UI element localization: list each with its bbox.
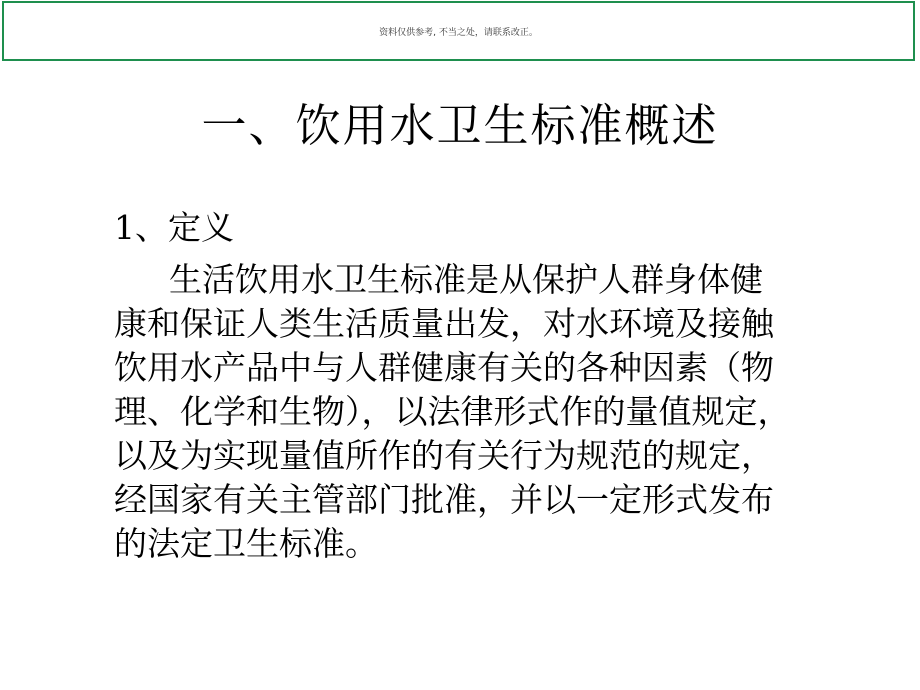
section-heading: 1、定义 xyxy=(114,208,234,247)
definition-paragraph xyxy=(114,258,854,566)
slide-title: 一、饮用水卫生标准概述 xyxy=(201,99,719,152)
paragraph-line: 以及为实现量值所作的有关行为规范的规定， xyxy=(114,436,774,475)
paragraph-line: 理、化学和生物），以法律形式作的量值规定， xyxy=(114,392,791,431)
paragraph-line: 经国家有关主管部门批准，并以一定形式发布 xyxy=(114,480,774,519)
paragraph-line: 康和保证人类生活质量出发，对水环境及接触 xyxy=(114,304,774,343)
paragraph-line: 饮用水产品中与人群健康有关的各种因素（物 xyxy=(114,348,774,387)
notice-text: 资料仅供参考, 不当之处，请联系改正。 xyxy=(379,28,538,38)
paragraph-line: 的法定卫生标准。 xyxy=(114,524,378,563)
notice-banner xyxy=(2,1,915,61)
paragraph-line: 生活饮用水卫生标准是从保护人群身体健 xyxy=(169,260,763,299)
